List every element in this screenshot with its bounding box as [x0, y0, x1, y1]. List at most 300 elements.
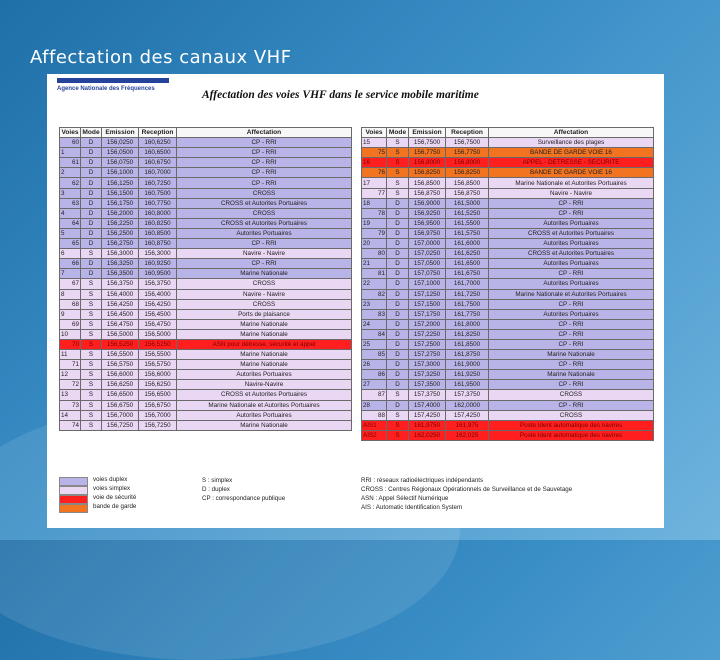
cell-voie: 85: [362, 350, 387, 360]
cell-affectation: CP - RRI: [489, 208, 654, 218]
legend-label: voie de sécurité: [93, 494, 137, 501]
cell-voie: 84: [362, 329, 387, 339]
cell-reception: 161,5000: [446, 198, 489, 208]
table-row: [60, 168, 352, 178]
cell-voie: 78: [362, 208, 387, 218]
cell-voie: AIS1: [362, 420, 387, 430]
cell-affectation: Navire-Navire: [177, 380, 352, 390]
cell-reception: 156,5750: [139, 360, 177, 370]
cell-reception: 157,4250: [446, 410, 489, 420]
cell-affectation: Marine Nationale: [489, 370, 654, 380]
table-row: [60, 360, 352, 370]
cell-mode: D: [81, 269, 102, 279]
cell-reception: 161,6250: [446, 249, 489, 259]
cell-voie: 25: [362, 339, 387, 349]
cell-emission: 156,7000: [102, 410, 139, 420]
cell-mode: S: [81, 329, 102, 339]
cell-emission: 156,0250: [102, 138, 139, 148]
cell-reception: 162,0000: [446, 400, 489, 410]
cell-mode: S: [387, 178, 409, 188]
cell-mode: D: [387, 380, 409, 390]
table-row: [362, 380, 654, 390]
cell-affectation: CROSS et Autorites Portuaires: [177, 218, 352, 228]
cell-reception: 161,7750: [446, 309, 489, 319]
cell-mode: S: [387, 430, 409, 440]
cell-emission: 156,9750: [409, 228, 446, 238]
logo-text: Agence Nationale des Fréquences: [57, 86, 155, 92]
cell-affectation: Autorites Portuaires: [489, 239, 654, 249]
cell-affectation: CP - RRI: [489, 198, 654, 208]
cell-reception: 156,5000: [139, 329, 177, 339]
cell-affectation: CP - RRI: [489, 400, 654, 410]
cell-emission: 156,2250: [102, 218, 139, 228]
cell-reception: 156,8250: [446, 168, 489, 178]
cell-mode: S: [81, 309, 102, 319]
cell-reception: 161,6500: [446, 259, 489, 269]
cell-affectation: CROSS et Autorites Portuaires: [489, 228, 654, 238]
cell-emission: 156,9000: [409, 198, 446, 208]
table-row: [362, 319, 654, 329]
cell-reception: 161,6750: [446, 269, 489, 279]
cell-mode: D: [387, 319, 409, 329]
cell-emission: 157,3000: [409, 360, 446, 370]
table-row: [60, 339, 352, 349]
cell-voie: 88: [362, 410, 387, 420]
cell-affectation: Marine Nationale et Autorites Portuaires: [489, 178, 654, 188]
cell-reception: 160,9500: [139, 269, 177, 279]
cell-affectation: BANDE DE GARDE VOIE 16: [489, 148, 654, 158]
cell-affectation: Autorites Portuaires: [489, 279, 654, 289]
cell-mode: D: [387, 400, 409, 410]
cell-mode: S: [81, 370, 102, 380]
legend-label: bande de garde: [93, 503, 137, 510]
cell-voie: 6: [60, 249, 81, 259]
cell-emission: 156,3500: [102, 269, 139, 279]
cell-emission: 156,8750: [409, 188, 446, 198]
cell-mode: S: [387, 390, 409, 400]
table-row: [60, 228, 352, 238]
cell-voie: 80: [362, 249, 387, 259]
cell-mode: S: [81, 380, 102, 390]
cell-voie: 65: [60, 239, 81, 249]
cell-affectation: Marine Nationale et Autorites Portuaires: [177, 400, 352, 410]
cell-emission: 156,1000: [102, 168, 139, 178]
cell-mode: D: [387, 339, 409, 349]
logo-bar: [57, 78, 169, 83]
cell-reception: 160,7250: [139, 178, 177, 188]
cell-voie: 24: [362, 319, 387, 329]
cell-affectation: Autorites Portuaires: [177, 370, 352, 380]
cell-mode: S: [81, 400, 102, 410]
cell-affectation: Navire - Navire: [177, 249, 352, 259]
header-emission: Emission: [102, 128, 139, 138]
cell-mode: S: [387, 410, 409, 420]
cell-affectation: CP - RRI: [489, 299, 654, 309]
cell-voie: 74: [60, 420, 81, 430]
cell-mode: D: [81, 188, 102, 198]
cell-emission: 161,9750: [409, 420, 446, 430]
table-row: [60, 208, 352, 218]
table-row: [362, 249, 654, 259]
cell-emission: 156,8000: [409, 158, 446, 168]
cell-reception: 156,3750: [139, 279, 177, 289]
cell-emission: 157,1000: [409, 279, 446, 289]
table-row: [60, 218, 352, 228]
cell-mode: S: [81, 279, 102, 289]
cell-voie: 60: [60, 138, 81, 148]
cell-reception: 160,8000: [139, 208, 177, 218]
table-row: [362, 178, 654, 188]
cell-voie: 10: [60, 329, 81, 339]
cell-emission: 156,6000: [102, 370, 139, 380]
cell-emission: 157,3750: [409, 390, 446, 400]
table-row: [362, 309, 654, 319]
cell-emission: 157,3250: [409, 370, 446, 380]
anfr-logo: [57, 78, 169, 96]
cell-reception: 156,4000: [139, 289, 177, 299]
cell-emission: 157,4000: [409, 400, 446, 410]
cell-affectation: Marine Nationale: [489, 350, 654, 360]
cell-emission: 156,2750: [102, 239, 139, 249]
table-row: [362, 289, 654, 299]
table-row: [60, 269, 352, 279]
cell-reception: 162,025: [446, 430, 489, 440]
cell-reception: 156,6000: [139, 370, 177, 380]
abbr-cross: CROSS : Centres Régionaux Opérationnels de Surveillance et de Sauvetage: [361, 486, 573, 493]
cell-emission: 162,0250: [409, 430, 446, 440]
cell-reception: 156,7750: [446, 148, 489, 158]
header-emission: Emission: [409, 128, 446, 138]
table-row: [60, 259, 352, 269]
cell-voie: 11: [60, 350, 81, 360]
cell-voie: 19: [362, 218, 387, 228]
cell-affectation: Marine Nationale: [177, 420, 352, 430]
cell-mode: D: [81, 178, 102, 188]
cell-emission: 157,0750: [409, 269, 446, 279]
legend-swatch-garde: [59, 504, 88, 513]
cell-mode: D: [387, 279, 409, 289]
cell-emission: 156,7750: [409, 148, 446, 158]
cell-reception: 160,7500: [139, 188, 177, 198]
cell-reception: 156,5500: [139, 350, 177, 360]
table-row: [362, 390, 654, 400]
table-row: [362, 228, 654, 238]
table-row: [60, 309, 352, 319]
cell-mode: D: [81, 218, 102, 228]
cell-emission: 157,4250: [409, 410, 446, 420]
header-voies: Voies: [362, 128, 387, 138]
channel-table-right: [361, 127, 654, 441]
channel-table-left: [59, 127, 352, 431]
cell-voie: 73: [60, 400, 81, 410]
cell-emission: 157,2000: [409, 319, 446, 329]
cell-affectation: Poste Ident automatique des navires: [489, 430, 654, 440]
header-affectation: Affectation: [489, 128, 654, 138]
cell-voie: 21: [362, 259, 387, 269]
cell-voie: 4: [60, 208, 81, 218]
cell-voie: 77: [362, 188, 387, 198]
cell-mode: S: [387, 138, 409, 148]
abbr-cp: CP : correspondance publique: [202, 495, 286, 502]
cell-mode: S: [81, 350, 102, 360]
cell-mode: S: [81, 319, 102, 329]
cell-reception: 161,9250: [446, 370, 489, 380]
table-row: [362, 158, 654, 168]
cell-emission: 156,5250: [102, 339, 139, 349]
cell-emission: 156,5500: [102, 350, 139, 360]
cell-reception: 161,7500: [446, 299, 489, 309]
cell-reception: 156,7250: [139, 420, 177, 430]
cell-reception: 156,8750: [446, 188, 489, 198]
cell-voie: 2: [60, 168, 81, 178]
cell-voie: 26: [362, 360, 387, 370]
cell-emission: 156,7500: [409, 138, 446, 148]
table-row: [60, 329, 352, 339]
cell-emission: 156,6500: [102, 390, 139, 400]
cell-reception: 156,5250: [139, 339, 177, 349]
cell-mode: D: [81, 138, 102, 148]
cell-voie: 70: [60, 339, 81, 349]
cell-voie: 22: [362, 279, 387, 289]
cell-reception: 160,6250: [139, 138, 177, 148]
cell-voie: 86: [362, 370, 387, 380]
header-reception: Reception: [139, 128, 177, 138]
cell-voie: 14: [60, 410, 81, 420]
header-mode: Mode: [82, 129, 100, 137]
cell-affectation: CROSS et Autorites Portuaires: [177, 390, 352, 400]
cell-reception: 161,8000: [446, 319, 489, 329]
cell-emission: 156,4000: [102, 289, 139, 299]
abbr-duplex: D : duplex: [202, 486, 230, 493]
table-row: [60, 249, 352, 259]
cell-mode: S: [387, 148, 409, 158]
cell-voie: 82: [362, 289, 387, 299]
table-row: [362, 350, 654, 360]
header-affectation: Affectation: [177, 128, 352, 138]
cell-voie: 13: [60, 390, 81, 400]
cell-mode: D: [387, 370, 409, 380]
cell-affectation: CP - RRI: [177, 239, 352, 249]
cell-reception: 160,8500: [139, 228, 177, 238]
cell-reception: 161,8500: [446, 339, 489, 349]
cell-mode: D: [387, 259, 409, 269]
cell-affectation: BANDE DE GARDE VOIE 16: [489, 168, 654, 178]
cell-affectation: CP - RRI: [489, 380, 654, 390]
table-row: [60, 400, 352, 410]
cell-emission: 157,0000: [409, 239, 446, 249]
table-row: [60, 239, 352, 249]
cell-reception: 156,8000: [446, 158, 489, 168]
table-row: [362, 420, 654, 430]
cell-mode: S: [387, 168, 409, 178]
cell-emission: 156,9500: [409, 218, 446, 228]
table-row: [362, 329, 654, 339]
cell-reception: 160,9250: [139, 259, 177, 269]
cell-mode: D: [387, 198, 409, 208]
cell-emission: 156,3750: [102, 279, 139, 289]
cell-mode: D: [81, 198, 102, 208]
cell-mode: D: [387, 208, 409, 218]
slide-title: Affectation des canaux VHF: [30, 47, 292, 68]
cell-affectation: ASN pour détresse, sécurité et appel: [177, 339, 352, 349]
cell-reception: 161,9500: [446, 380, 489, 390]
cell-voie: 12: [60, 370, 81, 380]
cell-voie: 61: [60, 158, 81, 168]
table-row: [60, 188, 352, 198]
cell-affectation: CP - RRI: [177, 259, 352, 269]
cell-affectation: Marine Nationale: [177, 269, 352, 279]
cell-voie: 23: [362, 299, 387, 309]
table-row: [60, 148, 352, 158]
table-row: [362, 259, 654, 269]
cell-mode: D: [387, 269, 409, 279]
table-row: [60, 319, 352, 329]
cell-reception: 161,5250: [446, 208, 489, 218]
cell-reception: 156,4750: [139, 319, 177, 329]
cell-affectation: Surveillance des plages: [489, 138, 654, 148]
cell-affectation: Marine Nationale: [177, 319, 352, 329]
table-row: [362, 370, 654, 380]
cell-affectation: CP - RRI: [177, 178, 352, 188]
cell-mode: D: [387, 289, 409, 299]
cell-emission: 156,4500: [102, 309, 139, 319]
cell-emission: 156,0750: [102, 158, 139, 168]
cell-voie: 79: [362, 228, 387, 238]
cell-reception: 157,3750: [446, 390, 489, 400]
cell-emission: 157,1500: [409, 299, 446, 309]
header-mode: Mode: [387, 128, 409, 138]
cell-affectation: CROSS: [177, 299, 352, 309]
table-row: [362, 138, 654, 148]
table-row: [362, 218, 654, 228]
cell-reception: 160,6750: [139, 158, 177, 168]
cell-voie: 16: [362, 158, 387, 168]
cell-emission: 156,6250: [102, 380, 139, 390]
table-row: [362, 148, 654, 158]
table-row: [362, 168, 654, 178]
cell-emission: 157,0500: [409, 259, 446, 269]
cell-reception: 161,9000: [446, 360, 489, 370]
cell-reception: 156,7000: [139, 410, 177, 420]
abbr-asn: ASN : Appel Sélectif Numérique: [361, 495, 449, 502]
table-row: [60, 390, 352, 400]
cell-reception: 161,7000: [446, 279, 489, 289]
cell-emission: 156,8250: [409, 168, 446, 178]
cell-emission: 156,2500: [102, 228, 139, 238]
cell-affectation: Navire - Navire: [489, 188, 654, 198]
cell-mode: D: [387, 218, 409, 228]
cell-affectation: CROSS et Autorites Portuaires: [177, 198, 352, 208]
cell-emission: 157,1250: [409, 289, 446, 299]
cell-voie: 75: [362, 148, 387, 158]
cell-reception: 156,4250: [139, 299, 177, 309]
cell-emission: 156,3250: [102, 259, 139, 269]
legend-row: [59, 503, 319, 512]
cell-reception: 156,6750: [139, 400, 177, 410]
cell-voie: 63: [60, 198, 81, 208]
cell-emission: 156,3000: [102, 249, 139, 259]
table-row: [60, 289, 352, 299]
cell-voie: 27: [362, 380, 387, 390]
cell-reception: 160,8750: [139, 239, 177, 249]
cell-reception: 160,8250: [139, 218, 177, 228]
cell-voie: 15: [362, 138, 387, 148]
cell-emission: 156,9250: [409, 208, 446, 218]
cell-emission: 156,8500: [409, 178, 446, 188]
cell-mode: S: [81, 289, 102, 299]
cell-emission: 156,5750: [102, 360, 139, 370]
cell-emission: 156,2000: [102, 208, 139, 218]
header-voies: Voies: [61, 129, 79, 137]
cell-mode: D: [387, 239, 409, 249]
cell-affectation: Marine Nationale: [177, 329, 352, 339]
cell-mode: D: [387, 299, 409, 309]
table-row: [60, 420, 352, 430]
table-row: [362, 299, 654, 309]
cell-affectation: CP - RRI: [489, 329, 654, 339]
cell-mode: D: [387, 350, 409, 360]
cell-reception: 156,6500: [139, 390, 177, 400]
cell-emission: 157,2750: [409, 350, 446, 360]
cell-affectation: Autorites Portuaires: [489, 309, 654, 319]
cell-affectation: CP - RRI: [489, 319, 654, 329]
cell-reception: 161,8250: [446, 329, 489, 339]
legend-label: voies duplex: [93, 476, 128, 483]
cell-voie: 28: [362, 400, 387, 410]
cell-voie: 68: [60, 299, 81, 309]
cell-emission: 157,2250: [409, 329, 446, 339]
cell-mode: D: [387, 329, 409, 339]
cell-emission: 156,1250: [102, 178, 139, 188]
table-row: [60, 198, 352, 208]
cell-emission: 156,1500: [102, 188, 139, 198]
document-title: Affectation des voies VHF dans le service mobile maritime: [202, 89, 479, 101]
cell-reception: 161,5500: [446, 218, 489, 228]
cell-affectation: Autorites Portuaires: [177, 410, 352, 420]
cell-voie: 83: [362, 309, 387, 319]
abbr-simplex: S : simplex: [202, 477, 233, 484]
cell-voie: 7: [60, 269, 81, 279]
table-row: [362, 360, 654, 370]
cell-mode: D: [81, 208, 102, 218]
cell-affectation: CP - RRI: [177, 168, 352, 178]
cell-affectation: Poste Ident automatique des navires: [489, 420, 654, 430]
table-row: [362, 279, 654, 289]
cell-emission: 156,1750: [102, 198, 139, 208]
abbr-rri: RRI : réseaux radioélectriques indépendants: [361, 477, 484, 484]
cell-affectation: CP - RRI: [489, 269, 654, 279]
cell-emission: 157,1750: [409, 309, 446, 319]
table-row: [60, 279, 352, 289]
cell-mode: S: [81, 299, 102, 309]
table-row: [362, 188, 654, 198]
cell-reception: 156,3000: [139, 249, 177, 259]
cell-mode: D: [81, 239, 102, 249]
cell-mode: S: [81, 420, 102, 430]
cell-affectation: Ports de plaisance: [177, 309, 352, 319]
cell-voie: 1: [60, 148, 81, 158]
cell-voie: 5: [60, 228, 81, 238]
cell-affectation: Autorites Portuaires: [489, 218, 654, 228]
cell-reception: 161,6000: [446, 239, 489, 249]
cell-affectation: CROSS: [489, 410, 654, 420]
cell-affectation: Autorites Portuaires: [489, 259, 654, 269]
cell-affectation: Navire - Navire: [177, 289, 352, 299]
table-row: [60, 178, 352, 188]
cell-mode: S: [81, 249, 102, 259]
cell-mode: S: [387, 158, 409, 168]
cell-voie: 18: [362, 198, 387, 208]
